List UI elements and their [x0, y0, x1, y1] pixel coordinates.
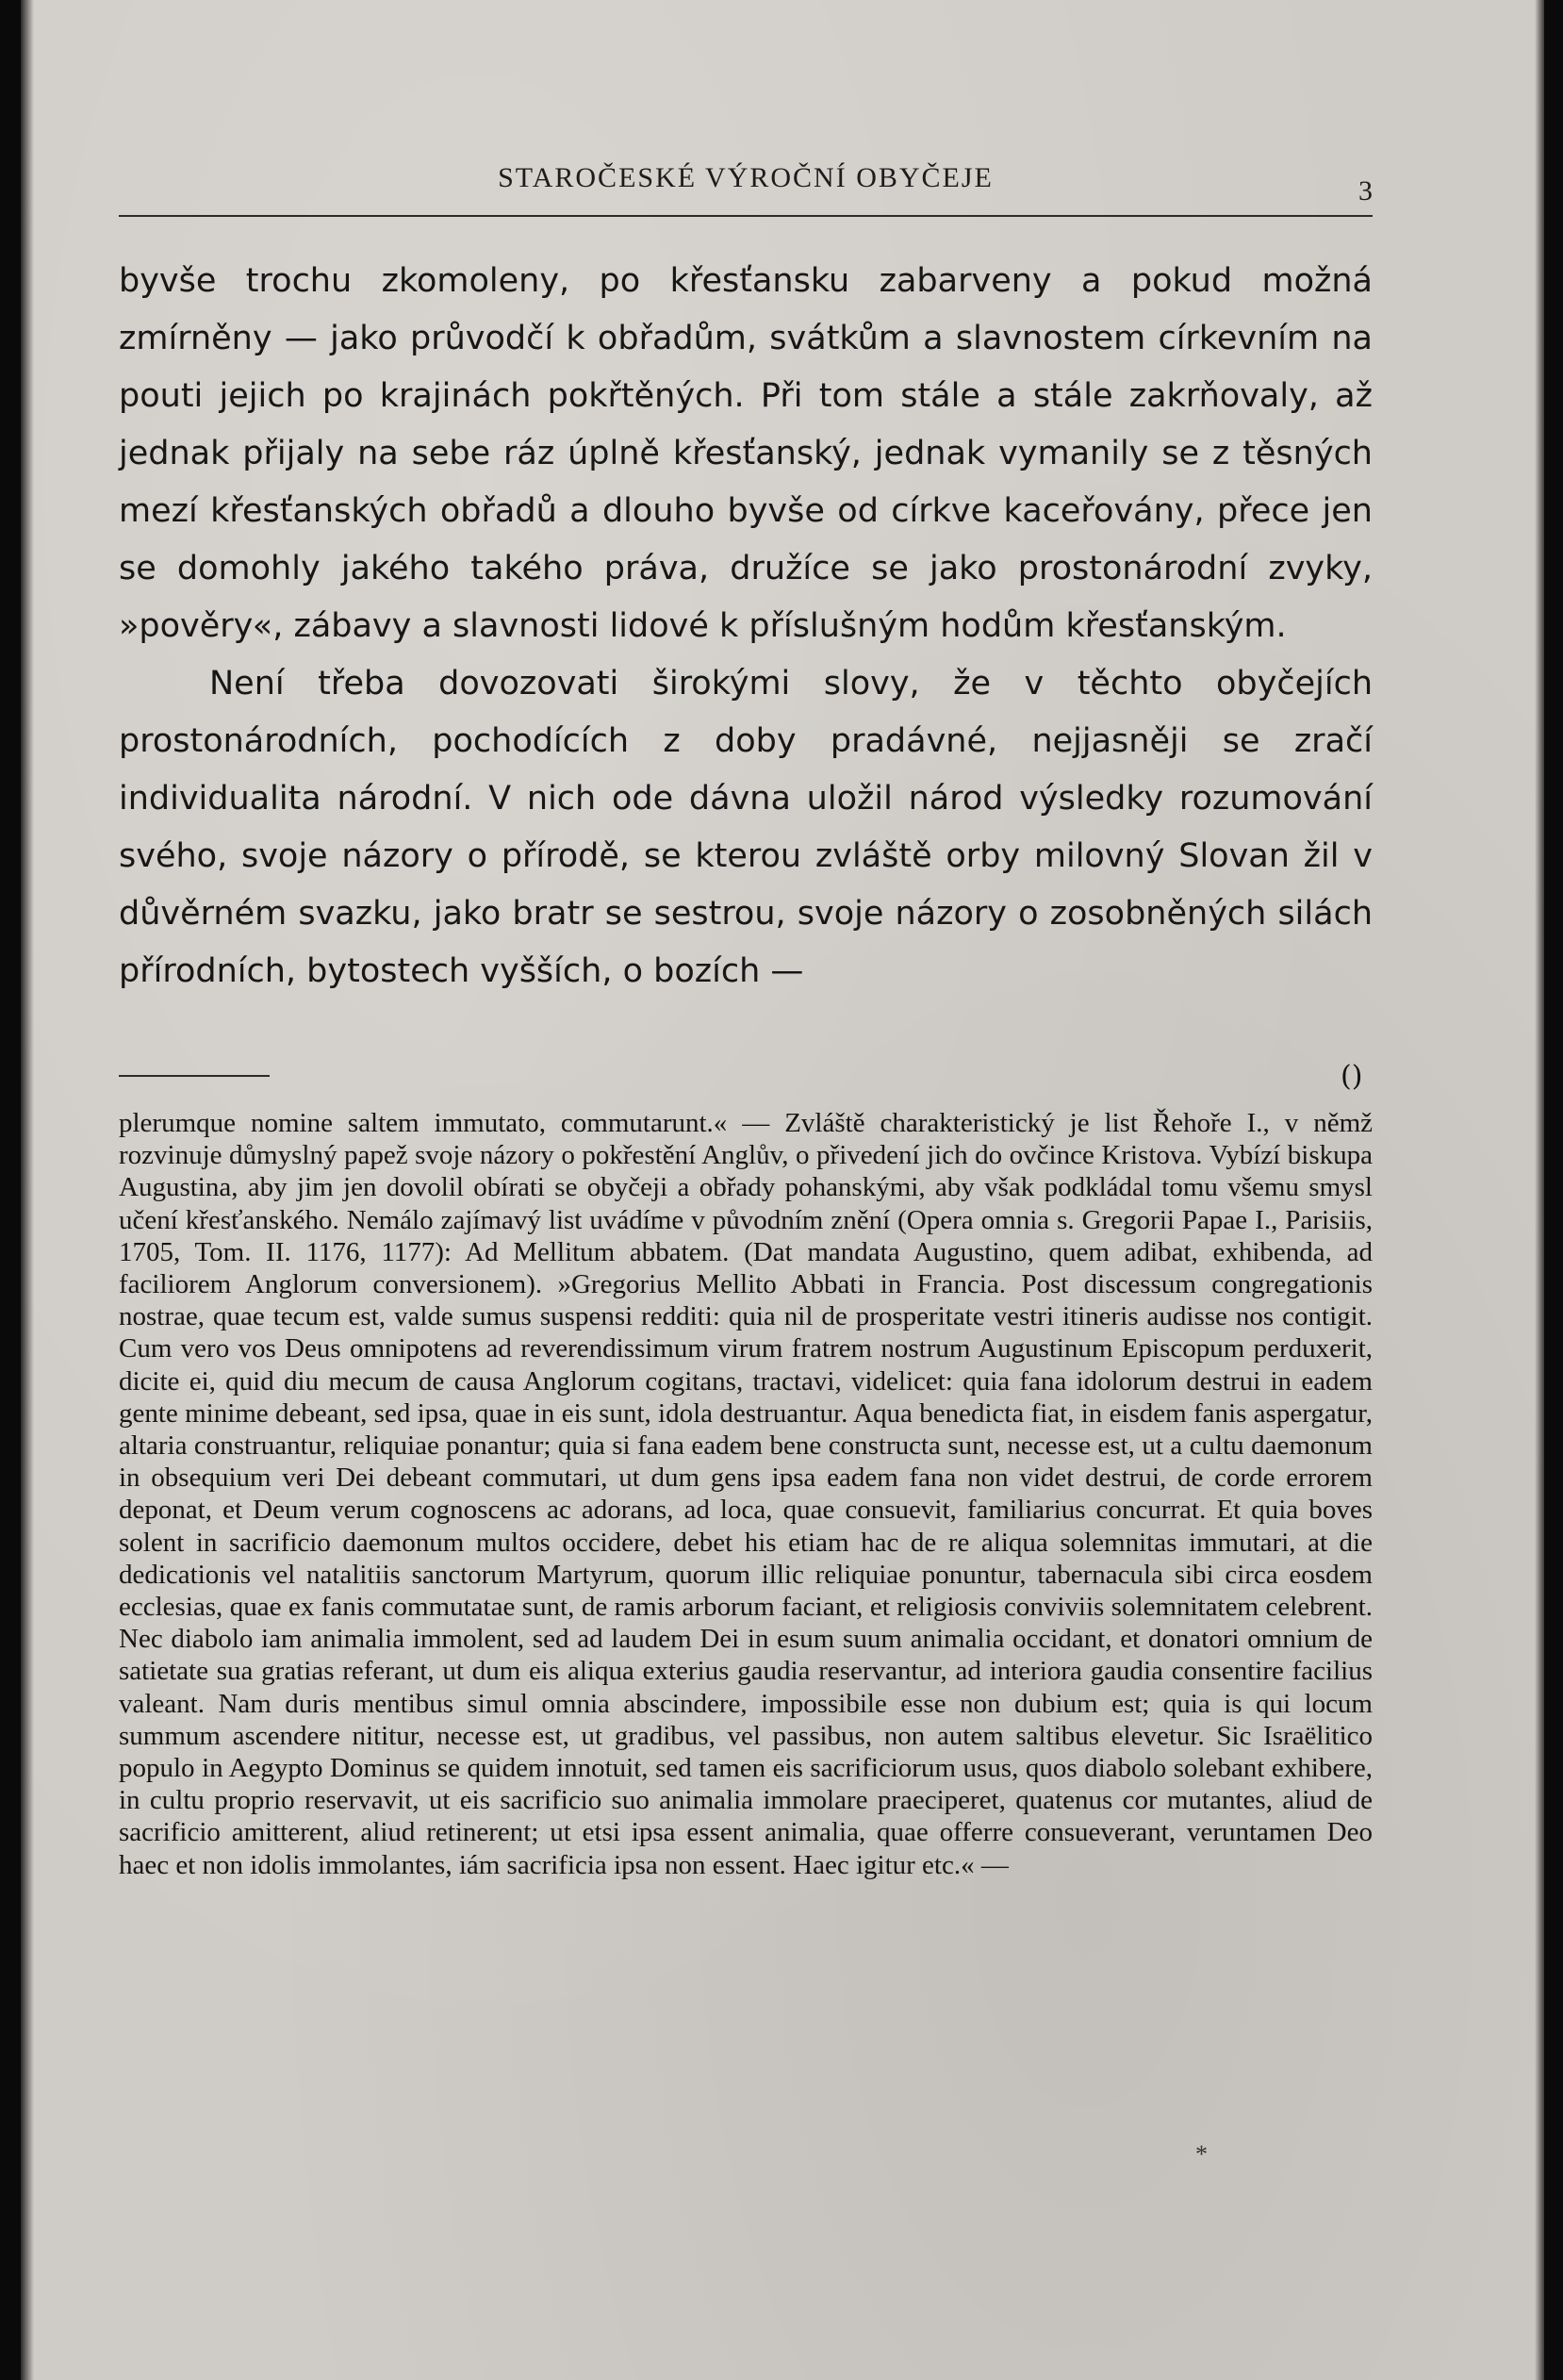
paragraph: Není třeba dovozovati širokými slovy, že v těchto obyčejích prostonárodních, pochodících z doby pradávné, nejjasněji se zračí individualita národní. V nich ode dávna uložil národ výsledky rozumování svého, svoje názory o přírodě, se kterou zvláště orby milovný Slovan žil v důvěrném svazku, jako bratr se sestrou, svoje názory o zosobněných silách přírodních, bytostech vyšších, o bozích —: [119, 665, 1373, 990]
page-number: 3: [1358, 175, 1373, 207]
footnote: [119, 1107, 1373, 1881]
footnote-mark: (): [1341, 1060, 1363, 1093]
paragraph-continuation: byvše trochu zkomoleny, po křesťansku zabarveny a pokud možná zmírněny — jako průvodčí k obřadům, svátkům a slavnostem církevním na pouti jejich po krajinách pokřtěných. Při tom stále a stále zakrňovaly, až jednak přijaly na sebe ráz úplně křesťanský, jednak vymanily se z těsných mezí křesťanských obřadů a dlouho byvše od církve kaceřovány, přece jen se domohly jakého takého práva, družíce se jako prostonárodní zvyky, »pověry«, zábavy a slavnosti lidové k příslušným hodům křesťanským.: [119, 262, 1373, 645]
page-edge-shadow-right: [1535, 0, 1544, 2380]
page-header: [119, 158, 1373, 217]
running-title: STAROČESKÉ VÝROČNÍ OBYČEJE: [498, 162, 994, 193]
page-edge-shadow-left: [21, 0, 34, 2380]
footnote-text: plerumque nomine saltem immutato, commutarunt.« — Zvláště charakteristický je list Řehoře I., v němž rozvinuje důmyslný papež svoje názory o pokřestění Anglův, o přivedení jich do ovčince Kristova. Vybízí biskupa Augustina, aby jim jen dovolil obírati se obyčeji a obřady pohanskými, aby však podkládal tomu všemu smysl učení křesťanského. Nemálo zajímavý list uvádíme v původním znění (Opera omnia s. Gregorii Papae I., Parisiis, 1705, Tom. II. 1176, 1177): Ad Mellitum abbatem. (Dat mandata Augustino, quem adibat, exhibenda, ad faciliorem Anglorum conversionem). »Gregorius Mellito Abbati in Francia. Post discessum congregationis nostrae, quae tecum est, valde sumus suspensi redditi: quia nil de prosperitate vestri itineris audisse nos contigit. Cum vero vos Deus omnipotens ad reverendissimum virum fratrem nostrum Augustinum Episcopum perduxerit, dicite ei, quid diu mecum de causa Anglorum cogitans, tractavi, videlicet: quia fana idolorum destrui in eadem gente minime debeant, sed ipsa, quae in eis sunt, idola destruantur. Aqua benedicta fiat, in eisdem fanis aspergatur, altaria construantur, reliquiae ponantur; quia si fana eadem bene constructa sunt, necesse est, ut a cultu daemonum in obsequium veri Dei debeant commutari, ut dum gens ipsa eadem fana non videt destrui, de corde errorem deponat, et Deum verum cognoscens ac adorans, ad loca, quae consuevit, familiarius concurrat. Et quia boves solent in sacrificio daemonum multos occidere, debet his etiam hac de re aliqua solemnitas immutari, at die dedicationis vel natalitiis sanctorum Martyrum, quorum illic reliquiae ponuntur, tabernacula sibi circa eosdem ecclesias, quae ex fanis commutatae sunt, de ramis arborum faciant, et religiosis conviviis solemnitatem celebrent. Nec diabolo iam animalia immolent, sed ad laudem Dei in esum suum animalia occidant, et donatori omnium de satietate sua gratias referant, ut dum eis aliqua exterius gaudia reservantur, ad interiora gaudia consentire facilius valeant. Nam duris mentibus simul omnia abscindere, impossibile esse non dubium est; quia is qui locum summum ascendere nititur, necesse est, ut gradibus, vel passibus, non autem saltibus elevetur. Sic Israëlitico populo in Aegypto Dominus se quidem innotuit, sed tamen eis sacrificiorum usus, quos diabolo solebant exhibere, in cultu proprio reservavit, ut eis sacrificio suo animalia immolare praeciperet, quatenus cor mutantes, aliud de sacrificio amitterent, aliud retinerent; ut etsi ipsa essent animalia, quae offerre consueverant, veruntamen Deo haec et non idolis immolantes, iám sacrificia ipsa non essent. Haec igitur etc.« —: [119, 1108, 1373, 1880]
book-page: [21, 0, 1544, 2380]
footnote-divider: [119, 1075, 270, 1077]
main-text: [119, 253, 1373, 1000]
bottom-asterisk: *: [1195, 2140, 1208, 2168]
